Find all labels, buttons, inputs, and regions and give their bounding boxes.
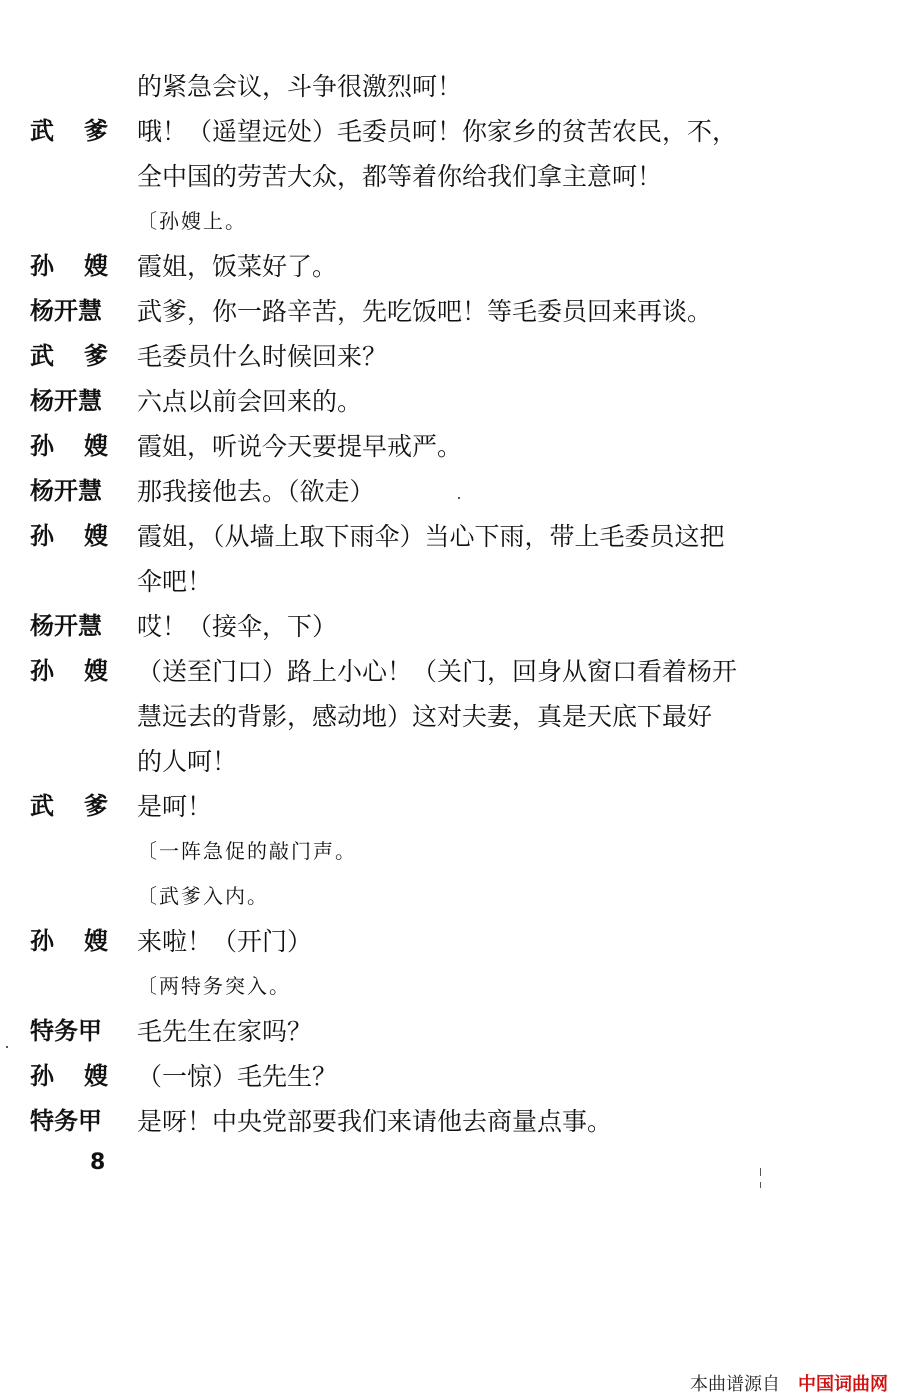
dialogue-row (30, 379, 790, 424)
scan-speck (760, 1182, 761, 1188)
dialogue-row (30, 1099, 790, 1144)
dialogue-text: 全中国的劳苦大众，都等着你给我们拿主意呵！ (137, 162, 663, 191)
dialogue-row (30, 559, 790, 604)
dialogue-row (30, 514, 790, 559)
dialogue-row (30, 604, 790, 649)
speaker-name: 杨开慧 (30, 477, 102, 505)
dialogue-row (30, 469, 790, 514)
stage-direction-row (30, 829, 790, 874)
speaker-name: 杨开慧 (30, 297, 102, 325)
speaker-name: 孙 嫂 (30, 657, 108, 685)
scan-speck (6, 1046, 8, 1048)
stage-direction-row (30, 874, 790, 919)
dialogue-text: （一惊）毛先生？ (137, 1062, 338, 1091)
stage-direction: 〔两特务突入。 (137, 974, 291, 998)
source-footer (690, 1374, 888, 1396)
dialogue-row (30, 694, 790, 739)
dialogue-row (30, 334, 790, 379)
dialogue-row (30, 1054, 790, 1099)
speaker-name: 孙 嫂 (30, 927, 108, 955)
dialogue-text: 的人呵！ (137, 747, 238, 776)
speaker-name: 武 爹 (30, 117, 108, 145)
dialogue-text: 霞姐，听说今天要提早戒严。 (137, 432, 463, 461)
footer-site-link[interactable]: 中国词曲网 (798, 1374, 888, 1395)
dialogue-text: 慧远去的背影，感动地）这对夫妻，真是天底下最好 (137, 702, 713, 731)
dialogue-row (30, 109, 790, 154)
dialogue-text: 是呀！中央党部要我们来请他去商量点事。 (137, 1107, 613, 1136)
dialogue-row (30, 784, 790, 829)
dialogue-row (30, 424, 790, 469)
dialogue-text: 毛委员什么时候回来？ (137, 342, 388, 371)
stage-direction-row (30, 964, 790, 1009)
dialogue-text: 六点以前会回来的。 (137, 387, 363, 416)
dialogue-text: 的紧急会议，斗争很激烈呵！ (137, 72, 463, 101)
footer-source-text: 本曲谱源自 (690, 1374, 780, 1395)
speaker-name: 特务甲 (30, 1017, 102, 1045)
dialogue-row (30, 289, 790, 334)
dialogue-row (30, 64, 790, 109)
dialogue-text: 哎！（接伞，下） (137, 612, 338, 641)
speaker-name: 武 爹 (30, 342, 108, 370)
dialogue-row (30, 154, 790, 199)
speaker-name: 杨开慧 (30, 612, 102, 640)
dialogue-text: 毛先生在家吗？ (137, 1017, 313, 1046)
speaker-name: 孙 嫂 (30, 252, 108, 280)
stage-direction: 〔武爹入内。 (137, 884, 269, 908)
dialogue-row (30, 244, 790, 289)
dialogue-text: 来啦！（开门） (137, 927, 313, 956)
speaker-name: 孙 嫂 (30, 432, 108, 460)
speaker-name: 杨开慧 (30, 387, 102, 415)
dialogue-row (30, 739, 790, 784)
speaker-name: 孙 嫂 (30, 1062, 108, 1090)
speaker-name: 特务甲 (30, 1107, 102, 1135)
stage-direction: 〔一阵急促的敲门声。 (137, 839, 357, 863)
stage-direction: 〔孙嫂上。 (137, 209, 247, 233)
dialogue-text: 霞姐，（从墙上取下雨伞）当心下雨，带上毛委员这把 (137, 522, 725, 551)
dialogue-text: 那我接他去。（欲走） (137, 477, 375, 506)
dialogue-text: （送至门口）路上小心！（关门，回身从窗口看着杨开 (137, 657, 738, 686)
dialogue-row (30, 1009, 790, 1054)
speaker-name: 武 爹 (30, 792, 108, 820)
script-body (30, 64, 790, 1144)
page-number: 8 (90, 1150, 106, 1175)
dialogue-text: 伞吧！ (137, 567, 213, 596)
scan-speck (458, 497, 460, 499)
dialogue-text: 霞姐，饭菜好了。 (137, 252, 338, 281)
dialogue-row (30, 919, 790, 964)
dialogue-text: 是呵！ (137, 792, 213, 821)
stage-direction-row (30, 199, 790, 244)
scan-speck (760, 1168, 761, 1176)
dialogue-text: 武爹，你一路辛苦，先吃饭吧！等毛委员回来再谈。 (137, 297, 713, 326)
speaker-name: 孙 嫂 (30, 522, 108, 550)
dialogue-text: 哦！（遥望远处）毛委员呵！你家乡的贫苦农民，不， (137, 117, 738, 146)
dialogue-row (30, 649, 790, 694)
